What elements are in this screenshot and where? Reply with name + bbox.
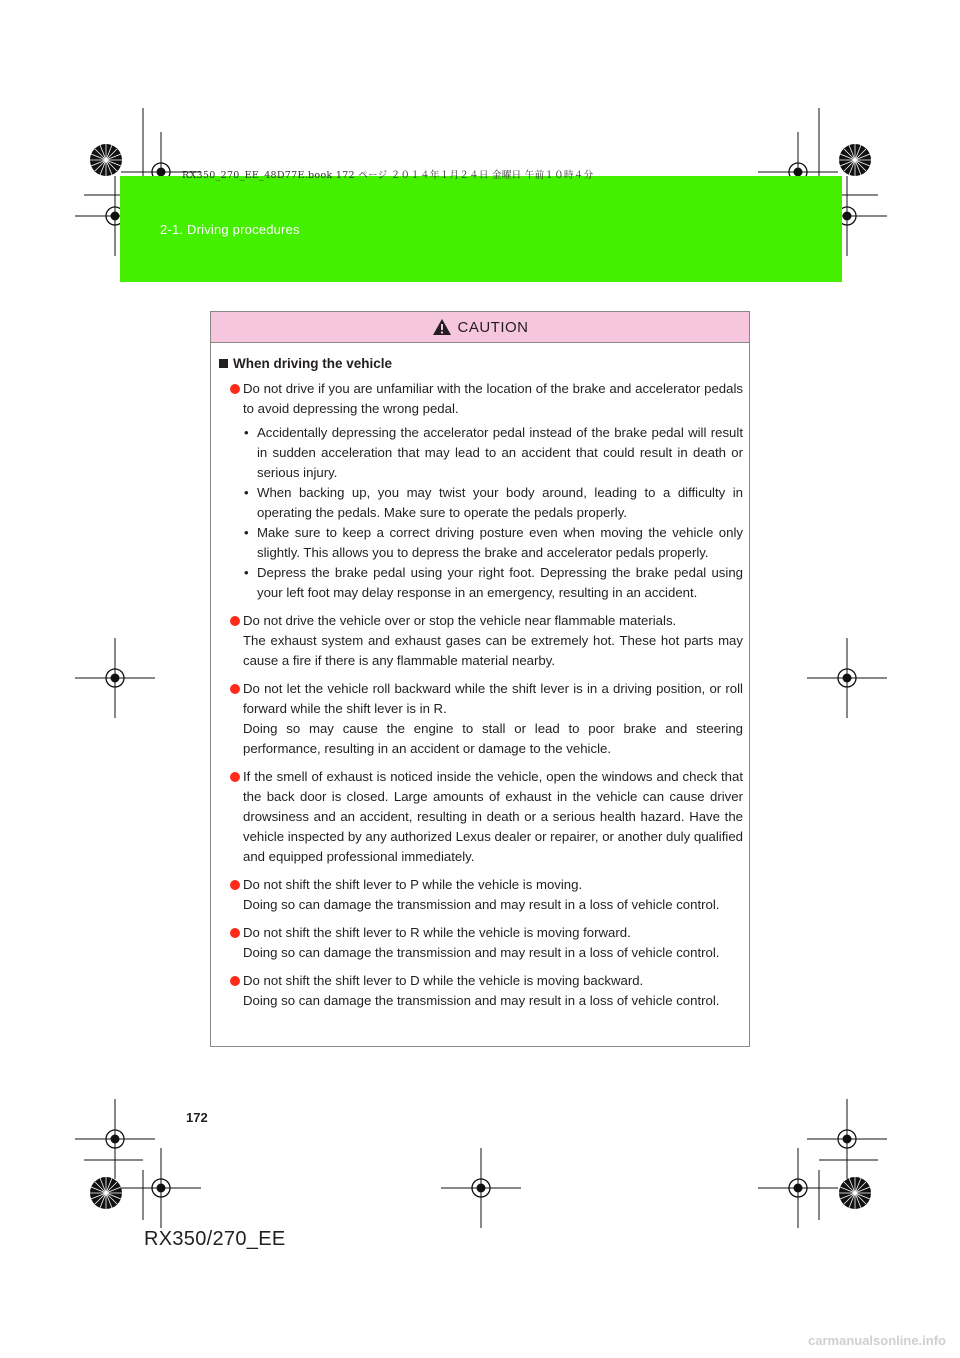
caution-topic-label: When driving the vehicle [233,356,393,371]
caution-item [219,767,743,867]
caution-title: CAUTION [457,318,529,336]
caution-body [211,343,749,1011]
caution-item [219,611,743,671]
bullet-dot-icon [230,616,240,626]
caution-item-detail: Doing so may cause the engine to stall or lead to poor brake and steering performance, resulting in an accident or damage to the vehicle. [243,721,743,756]
section-header-band [120,176,842,282]
caution-item [219,679,743,759]
square-bullet-icon [219,359,228,368]
caution-box [210,311,750,1047]
print-stamp: RX350_270_EE_48D77E.book 172 ページ ２０１４年１月２４日 金曜日 午前１０時４分 [182,170,594,181]
bullet-dot-icon [230,684,240,694]
caution-topic [219,356,743,371]
caution-item [219,875,743,915]
sub-list-item: • Depress the brake pedal using your right foot. Depressing the brake pedal using your left foot may delay response in an emergency, resulting in an accident. [244,565,743,600]
page-number: 172 [186,1110,208,1125]
bullet-dot-icon [230,880,240,890]
sub-list [243,423,743,603]
bullet-dot-icon [230,928,240,938]
caution-header [211,312,749,343]
caution-item-detail: Doing so can damage the transmission and may result in a loss of vehicle control. [243,897,720,912]
sub-item-text: When backing up, you may twist your body around, leading to a difficulty in operating the pedals. Make sure to operate the pedals properly. [257,485,743,520]
caution-item-detail: Doing so can damage the transmission and may result in a loss of vehicle control. [243,945,720,960]
warning-triangle-icon [432,318,452,336]
sub-item-text: Depress the brake pedal using your right foot. Depressing the brake pedal using your left foot may delay response in an emergency, resulting in an accident. [257,565,743,600]
caution-item-text: Do not shift the shift lever to R while the vehicle is moving forward. [243,925,631,940]
caution-item-text: Do not let the vehicle roll backward while the shift lever is in a driving position, or roll forward while the shift lever is in R. [243,681,743,716]
bullet-dot-icon [230,384,240,394]
caution-item-text: Do not shift the shift lever to D while the vehicle is moving backward. [243,973,644,988]
caution-item-text: If the smell of exhaust is noticed inside the vehicle, open the windows and check that the back door is closed. Large amounts of exhaust in the vehicle can cause driver drowsiness and an accident, resulting in death or a serious health hazard. Have the vehicle inspected by any authorized Lexus dealer or repairer, or another duly qualified and equipped professional immediately. [243,769,743,864]
sub-list-item: • When backing up, you may twist your body around, leading to a difficulty in operating the pedals. Make sure to operate the pedals properly. [244,485,743,520]
sub-list-item: • Accidentally depressing the accelerator pedal instead of the brake pedal will result in sudden acceleration that may lead to an accident that could result in death or serious injury. [244,425,743,480]
caution-item [219,379,743,603]
watermark: carmanualsonline.info [808,1333,946,1348]
sub-list-item: • Make sure to keep a correct driving posture even when moving the vehicle only slightly. This allows you to depress the brake and accelerator pedals properly. [244,525,743,560]
caution-item-detail: Doing so can damage the transmission and may result in a loss of vehicle control. [243,993,720,1008]
bullet-dot-icon [230,772,240,782]
sub-item-text: Accidentally depressing the accelerator pedal instead of the brake pedal will result in sudden acceleration that may lead to an accident that could result in death or serious injury. [257,425,743,480]
caution-item-text: Do not shift the shift lever to P while the vehicle is moving. [243,877,583,892]
model-code: RX350/270_EE [144,1228,286,1250]
caution-item-text: Do not drive the vehicle over or stop the vehicle near flammable materials. [243,613,677,628]
section-label: 2-1. Driving procedures [160,222,300,237]
caution-item [219,923,743,963]
caution-item-text: Do not drive if you are unfamiliar with the location of the brake and accelerator pedals to avoid depressing the wrong pedal. [243,381,743,416]
sub-item-text: Make sure to keep a correct driving posture even when moving the vehicle only slightly. This allows you to depress the brake and accelerator pedals properly. [257,525,743,560]
bullet-dot-icon [230,976,240,986]
caution-item-detail: The exhaust system and exhaust gases can be extremely hot. These hot parts may cause a fire if there is any flammable material nearby. [243,633,743,668]
caution-item [219,971,743,1011]
